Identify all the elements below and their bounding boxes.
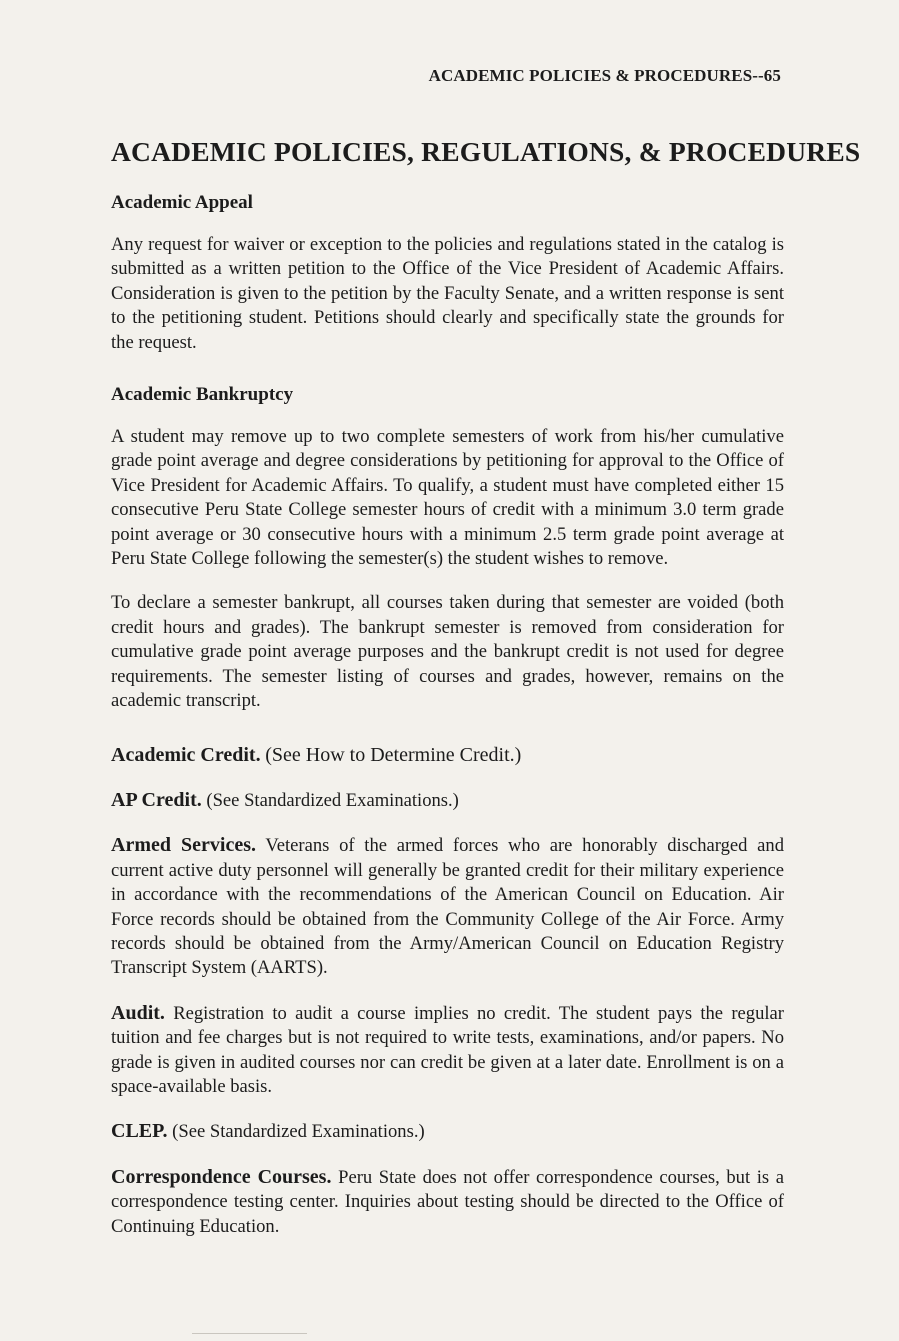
entry-term: Armed Services.: [111, 834, 257, 857]
section-heading: Academic Appeal: [111, 192, 253, 213]
entry-ap-credit: [111, 788, 784, 813]
entry-term: Academic Credit.: [111, 743, 261, 766]
section-heading: Academic Bankruptcy: [111, 384, 294, 406]
section-academic-bankruptcy: [111, 384, 784, 713]
entry-text: (See How to Determine Credit.): [265, 743, 522, 766]
entry-text: (See Standardized Examinations.): [172, 1121, 425, 1143]
entry-text: Registration to audit a course implies no credit. The student pays the regular tuition and fee charges but is not required to write tests, examinations, and/or papers. No grade is given in audited courses nor can credit be given at a later date. Enrollment is on a space-available basis.: [111, 1002, 784, 1097]
section-paragraph: A student may remove up to two complete semesters of work from his/her cumulative grade point average and degree considerations by petitioning for approval to the Office of Vice President for Academic Affairs. To qualify, a student must have completed either 15 consecutive Peru State College semester hours of credit with a minimum 3.0 term grade point average or 30 consecutive hours with a minimum 2.5 term grade point average at Peru State College following the semester(s) the student wishes to remove.: [111, 426, 784, 570]
entry-academic-credit: [111, 743, 784, 768]
entry-text: Veterans of the armed forces who are honorably discharged and current active duty personnel will generally be granted credit for their military experience in accordance with the recommendations of the American Council on Education. Air Force records should be obtained from the Community College of the Air Force. Army records should be obtained from the Army/American Council on Education Registry Transcript System (AARTS).: [111, 835, 784, 979]
entry-text: (See Standardized Examinations.): [206, 789, 459, 811]
section-paragraph: Any request for waiver or exception to the policies and regulations stated in the catalog is submitted as a written petition to the Office of the Vice President of Academic Affairs. Consideration is given to the petition by the Faculty Senate, and a written response is sent to the petitioning student. Petitions should clearly and specifically state the grounds for the request.: [111, 234, 784, 353]
entry-clep: [111, 1119, 784, 1144]
entry-term: Correspondence Courses.: [111, 1165, 332, 1188]
entry-text: Peru State does not offer correspondence courses, but is a correspondence testing center. Inquiries about testing should be directed to the Office of Continuing Education.: [111, 1166, 784, 1237]
footer-rule: [192, 1333, 307, 1334]
section-academic-appeal: [111, 192, 784, 355]
entry-term: Audit.: [111, 1001, 165, 1024]
entry-audit: [111, 1001, 784, 1100]
entry-armed-services: [111, 833, 784, 980]
page-title: ACADEMIC POLICIES, REGULATIONS, & PROCEDURES: [111, 136, 861, 167]
entry-term: AP Credit.: [111, 788, 202, 811]
running-head: ACADEMIC POLICIES & PROCEDURES--65: [428, 66, 781, 85]
entry-term: CLEP.: [111, 1120, 168, 1143]
page-content: [111, 136, 861, 1259]
section-paragraph: To declare a semester bankrupt, all courses taken during that semester are voided (both credit hours and grades). The bankrupt semester is removed from consideration for cumulative grade point average purposes and the bankrupt credit is not used for degree requirements. The semester listing of courses and grades, however, remains on the academic transcript.: [111, 592, 784, 712]
entry-correspondence-courses: [111, 1165, 784, 1239]
